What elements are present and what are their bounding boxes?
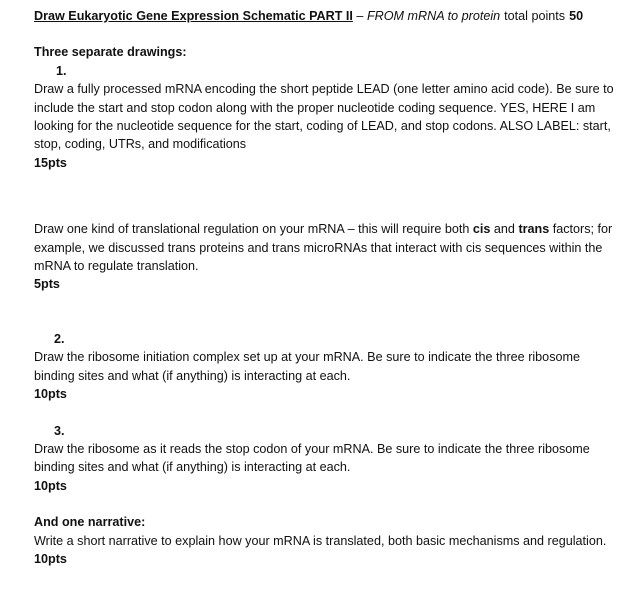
part-2-instructions: Draw the ribosome initiation complex set up at your mRNA. Be sure to indicate the three ribosome binding sites and what (if anything) is interacting at each.	[34, 350, 580, 383]
part-1-instructions: Draw a fully processed mRNA encoding the short peptide LEAD (one letter amino acid code). Be sure to include the start and stop codon along with the proper nucleotide coding sequence. YES, HERE I am looking for the nucleotide sequence for the start, coding of LEAD, and stop codons. ALSO LABEL: start, stop, coding, UTRs, and modifications	[34, 82, 614, 152]
narrative-points: 10pts	[34, 551, 67, 566]
part-2-points: 10pts	[34, 387, 67, 402]
part-2-number: 2.	[54, 331, 65, 346]
narrative-instructions: Write a short narrative to explain how your mRNA is translated, both basic mechanisms and regulation.	[34, 533, 607, 548]
document-title: Draw Eukaryotic Gene Expression Schematic PART II	[34, 9, 353, 23]
regulation-trans: trans	[518, 222, 550, 237]
part-3-instructions: Draw the ribosome as it reads the stop codon of your mRNA. Be sure to indicate the three ribosome binding sites and what (if anything) is interacting at each.	[34, 441, 590, 475]
drawings-heading: Three separate drawings:	[34, 45, 187, 60]
title-dash: –	[352, 9, 367, 23]
regulation-cis: cis	[472, 222, 491, 237]
header-line	[34, 7, 624, 25]
total-points-label: total points	[504, 9, 566, 23]
document	[34, 7, 624, 568]
narrative-heading: And one narrative:	[34, 515, 146, 530]
part-1-points: 15pts	[34, 155, 67, 170]
part-3-points: 10pts	[34, 478, 67, 493]
regulation-text-after: factors; for example, we discussed trans proteins and trans microRNAs that interact with cis sequences within the mRNA to regulate translation.	[34, 222, 613, 274]
total-points-value: 50	[569, 9, 584, 23]
document-subtitle: FROM mRNA to protein	[366, 9, 501, 23]
regulation-points: 5pts	[34, 277, 60, 292]
regulation-text-before: Draw one kind of translational regulation on your mRNA – this will require both	[34, 222, 473, 237]
part-1-number: 1.	[56, 63, 67, 78]
regulation-and: and	[490, 222, 519, 237]
part-3-number: 3.	[54, 423, 65, 438]
regulation-instructions	[34, 220, 624, 275]
